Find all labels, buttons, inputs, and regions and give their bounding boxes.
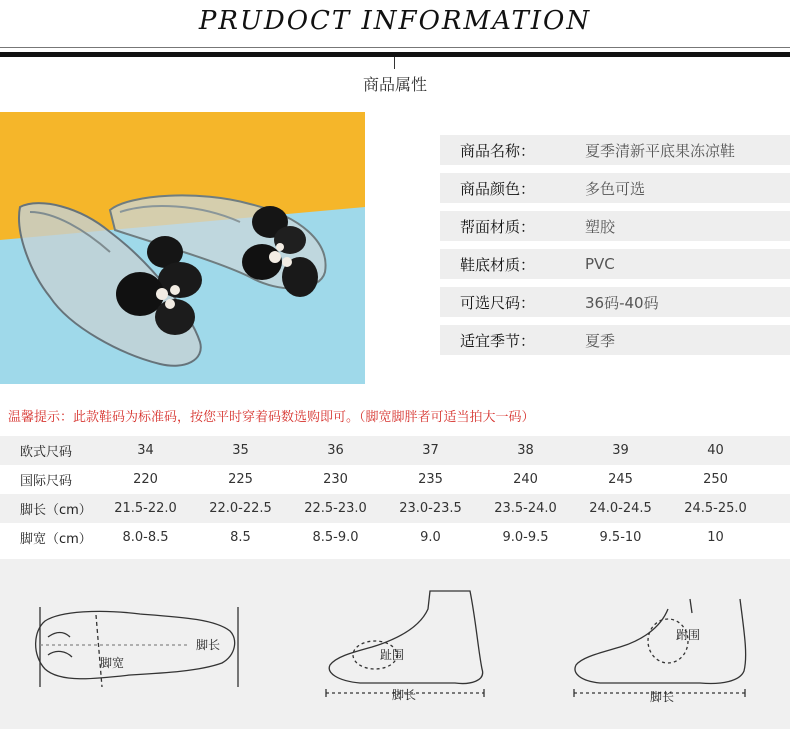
table-cell: 8.0-8.5 [122, 530, 169, 545]
attribute-value: 夏季 [585, 331, 616, 350]
table-cell: 220 [133, 472, 158, 487]
table-cell: 24.5-25.0 [684, 501, 747, 516]
table-cell: 23.0-23.5 [399, 501, 462, 516]
table-cell: 9.0 [420, 530, 441, 545]
divider [0, 52, 790, 57]
table-cell: 40 [707, 443, 724, 458]
table-cell: 22.0-22.5 [209, 501, 272, 516]
foot-measure-illustration [0, 559, 790, 729]
table-cell: 36 [327, 443, 344, 458]
attribute-key: 适宜季节： [460, 331, 536, 350]
table-cell: 8.5-9.0 [312, 530, 359, 545]
attribute-row [440, 287, 790, 317]
table-cell: 23.5-24.0 [494, 501, 557, 516]
table-cell: 21.5-22.0 [114, 501, 177, 516]
attribute-key: 帮面材质： [460, 217, 536, 236]
row-label: 欧式尺码 [20, 445, 73, 460]
table-row [0, 465, 790, 494]
row-label: 脚长（cm） [20, 503, 92, 518]
size-warning-text: 温馨提示：此款鞋码为标准码，按您平时穿着码数选购即可。（脚宽脚胖者可适当拍大一码） [8, 410, 535, 425]
table-cell: 250 [703, 472, 728, 487]
divider [0, 47, 790, 48]
table-cell: 8.5 [230, 530, 251, 545]
table-cell: 37 [422, 443, 439, 458]
table-cell: 225 [228, 472, 253, 487]
table-cell: 235 [418, 472, 443, 487]
attribute-key: 商品名称： [460, 141, 536, 160]
foot-width-label: 脚宽 [100, 656, 125, 670]
sandal-image [0, 112, 365, 384]
page-title: PRUDOCT INFORMATION [198, 6, 592, 36]
table-row [0, 436, 790, 465]
table-cell: 34 [137, 443, 154, 458]
attribute-row [440, 211, 790, 241]
attribute-key: 可选尺码： [460, 293, 536, 312]
foot-measure-diagram [0, 559, 790, 729]
table-cell: 240 [513, 472, 538, 487]
attribute-row [440, 325, 790, 355]
table-cell: 24.0-24.5 [589, 501, 652, 516]
attribute-row [440, 173, 790, 203]
table-cell: 9.5-10 [599, 530, 642, 545]
table-cell: 22.5-23.0 [304, 501, 367, 516]
attribute-value: 多色可选 [585, 179, 646, 198]
foot-length-label: 脚长 [392, 688, 417, 702]
section-subtitle: 商品属性 [362, 75, 427, 94]
divider-tick [394, 57, 395, 69]
table-cell: 230 [323, 472, 348, 487]
table-cell: 35 [232, 443, 249, 458]
table-cell: 10 [707, 530, 724, 545]
size-table [0, 436, 790, 552]
attribute-value: 塑胶 [585, 217, 616, 236]
attribute-key: 鞋底材质： [460, 255, 536, 274]
attribute-key: 商品颜色： [460, 179, 536, 198]
attribute-row [440, 249, 790, 279]
table-row [0, 523, 790, 552]
table-cell: 9.0-9.5 [502, 530, 549, 545]
foot-length-label: 脚长 [196, 638, 221, 652]
attribute-row [440, 135, 790, 165]
instep-girth-label: 跗围 [676, 628, 701, 642]
row-label: 脚宽（cm） [20, 532, 92, 547]
row-label: 国际尺码 [20, 474, 73, 489]
toe-girth-label: 趾围 [380, 648, 405, 662]
table-cell: 38 [517, 443, 534, 458]
table-cell: 245 [608, 472, 633, 487]
table-row [0, 494, 790, 523]
attribute-value: PVC [585, 255, 615, 273]
attribute-value: 36码-40码 [585, 293, 659, 312]
attribute-list [440, 135, 790, 363]
attribute-value: 夏季清新平底果冻凉鞋 [585, 141, 736, 160]
product-photo [0, 112, 365, 384]
table-cell: 39 [612, 443, 629, 458]
foot-length-label: 脚长 [650, 690, 675, 704]
